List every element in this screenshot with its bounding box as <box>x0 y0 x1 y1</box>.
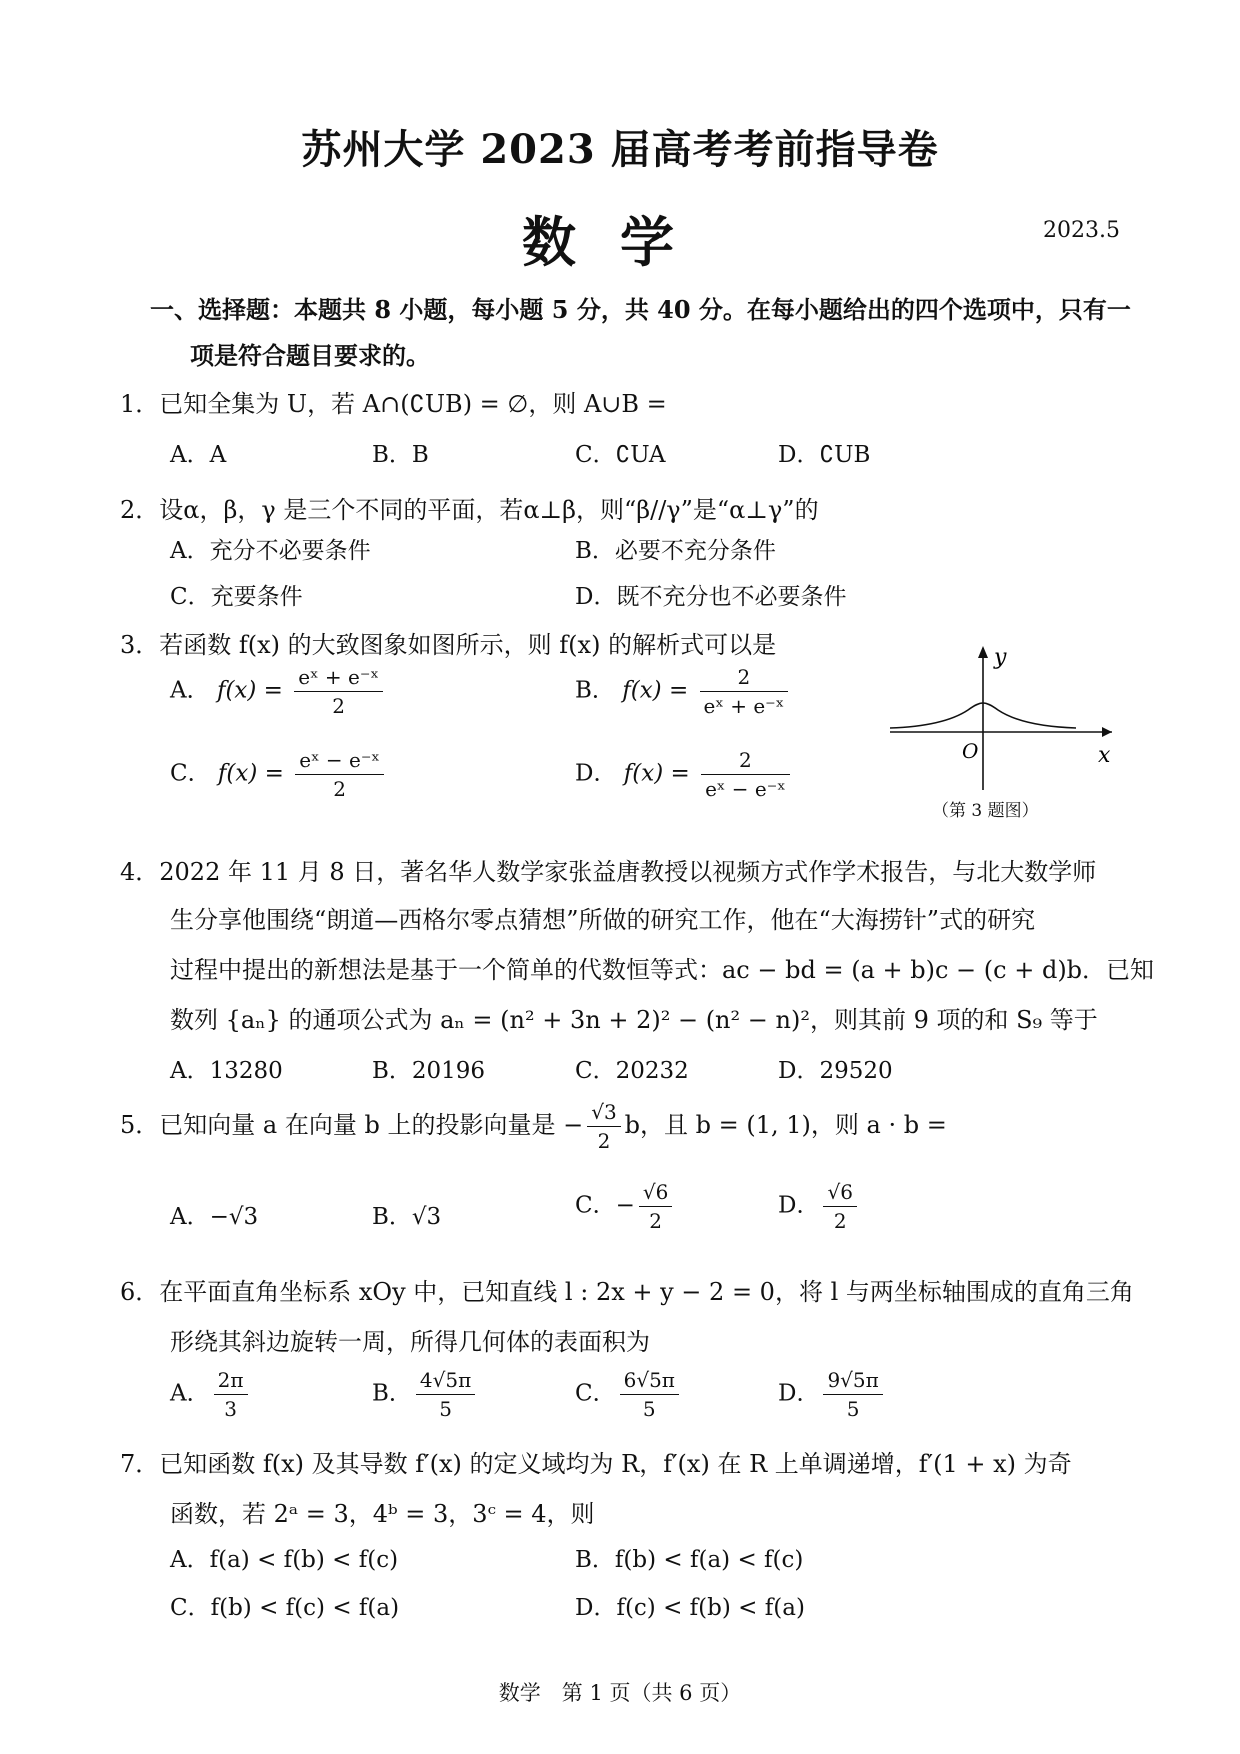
q6-option-a <box>170 1368 252 1421</box>
q6-c-fraction <box>620 1368 679 1421</box>
q6-c-label: C． <box>575 1380 616 1407</box>
q2-option-a: A．充分不必要条件 <box>170 538 371 564</box>
q3-d-fraction <box>701 748 790 801</box>
q3-c-denominator: 2 <box>333 777 346 801</box>
q1-option-a: A．A <box>170 442 227 468</box>
q3-option-d <box>575 748 794 801</box>
q6-a-numerator: 2π <box>214 1368 248 1395</box>
q7-option-a: A．f(a) < f(b) < f(c) <box>170 1547 399 1573</box>
q7-option-b: B．f(b) < f(a) < f(c) <box>575 1547 804 1573</box>
question-7-line-1: 7．已知函数 f(x) 及其导数 f′(x) 的定义域均为 R，f′(x) 在 R 上单调递增，f′(1 + x) 为奇 <box>120 1450 1072 1478</box>
question-5-stem <box>120 1100 947 1153</box>
q6-b-fraction <box>416 1368 475 1421</box>
q3-option-b <box>575 665 792 718</box>
question-4-line-2: 生分享他围绕“朗道—西格尔零点猜想”所做的研究工作，他在“大海捞针”式的研究 <box>170 906 1036 934</box>
q3-c-fraction <box>295 748 384 801</box>
q6-d-label: D． <box>778 1380 820 1407</box>
q6-d-fraction <box>823 1368 882 1421</box>
q3-a-lhs: f(x) = <box>216 677 283 704</box>
q6-b-label: B． <box>372 1380 412 1407</box>
section-heading: 一、选择题：本题共 8 小题，每小题 5 分，共 40 分。在每小题给出的四个选项中，只有一 <box>150 295 1131 324</box>
question-6-line-1: 6．在平面直角坐标系 xOy 中，已知直线 l : 2x + y − 2 = 0，将 l 与两坐标轴围成的直角三角 <box>120 1278 1134 1306</box>
question-4-line-4: 数列 {aₙ} 的通项公式为 aₙ = (n² + 3n + 2)² − (n² − n)²，则其前 9 项的和 S₉ 等于 <box>170 1006 1098 1034</box>
q3-b-label: B． <box>575 677 615 704</box>
q6-b-denominator: 5 <box>439 1397 452 1421</box>
x-axis-arrow <box>1102 727 1112 737</box>
q5-c-fraction <box>639 1180 672 1233</box>
q5-stem-pre: 5．已知向量 a 在向量 b 上的投影向量是 − <box>120 1111 584 1139</box>
q5-d-numerator: √6 <box>823 1180 856 1207</box>
q3-d-numerator: 2 <box>701 748 790 775</box>
q5-c-numerator: √6 <box>639 1180 672 1207</box>
q3-b-denominator: eˣ + e⁻ˣ <box>703 694 785 718</box>
q3-a-denominator: 2 <box>332 694 345 718</box>
q5-c-denominator: 2 <box>649 1209 662 1233</box>
q2-option-b: B．必要不充分条件 <box>575 538 776 564</box>
q3-d-denominator: eˣ − e⁻ˣ <box>705 777 786 801</box>
exam-date: 2023.5 <box>1043 218 1120 243</box>
q6-option-c <box>575 1368 683 1421</box>
question-4-line-1: 4．2022 年 11 月 8 日，著名华人数学家张益唐教授以视频方式作学术报告，与北大数学师 <box>120 858 1097 886</box>
q3-b-numerator: 2 <box>700 665 789 692</box>
q5-option-d <box>778 1180 861 1233</box>
subject-title: 数学 <box>522 210 718 274</box>
question-6-line-2: 形绕其斜边旋转一周，所得几何体的表面积为 <box>170 1328 650 1356</box>
q3-c-numerator: eˣ − e⁻ˣ <box>295 748 384 775</box>
q4-option-b: B．20196 <box>372 1058 486 1084</box>
q5-c-label: C．− <box>575 1192 635 1219</box>
q6-a-fraction <box>214 1368 248 1421</box>
q1-option-c: C．∁UA <box>575 442 666 468</box>
q5-numerator: √3 <box>587 1100 620 1127</box>
y-axis-arrow <box>978 646 988 658</box>
q5-option-a: A．−√3 <box>170 1204 259 1230</box>
q2-option-d: D．既不充分也不必要条件 <box>575 584 847 610</box>
q5-d-fraction <box>823 1180 856 1233</box>
q6-b-numerator: 4√5π <box>416 1368 475 1395</box>
q3-function-graph <box>880 640 1120 800</box>
q3-d-label: D． <box>575 760 617 787</box>
q6-option-b <box>372 1368 479 1421</box>
q5-fraction <box>587 1100 620 1153</box>
q5-d-denominator: 2 <box>833 1209 847 1233</box>
x-axis-label: x <box>1098 743 1111 768</box>
question-1-stem: 1．已知全集为 U，若 A∩(∁UB) = ∅，则 A∪B = <box>120 390 667 418</box>
question-2-stem: 2．设α，β，γ 是三个不同的平面，若α⊥β，则“β//γ”是“α⊥γ”的 <box>120 496 819 524</box>
q6-c-numerator: 6√5π <box>620 1368 679 1395</box>
section-heading-cont: 项是符合题目要求的。 <box>190 341 430 370</box>
q7-option-c: C．f(b) < f(c) < f(a) <box>170 1595 400 1621</box>
question-7-line-2: 函数，若 2ᵃ = 3，4ᵇ = 3，3ᶜ = 4，则 <box>170 1500 595 1528</box>
q5-stem-post: b，且 b = (1, 1)，则 a · b = <box>624 1111 947 1139</box>
origin-label: O <box>962 739 979 763</box>
q4-option-d: D．29520 <box>778 1058 893 1084</box>
question-4-line-3: 过程中提出的新想法是基于一个简单的代数恒等式：ac − bd = (a + b)c − (c + d)b．已知 <box>170 956 1155 984</box>
q3-b-fraction <box>700 665 789 718</box>
q3-option-c <box>170 748 388 801</box>
q2-option-c: C．充要条件 <box>170 584 303 610</box>
question-3-stem: 3．若函数 f(x) 的大致图象如图所示，则 f(x) 的解析式可以是 <box>120 631 777 659</box>
y-axis-label: y <box>994 645 1007 670</box>
q4-option-c: C．20232 <box>575 1058 689 1084</box>
q5-option-b: B．√3 <box>372 1204 442 1230</box>
q6-a-label: A． <box>170 1380 210 1407</box>
q1-option-b: B．B <box>372 442 429 468</box>
q6-d-numerator: 9√5π <box>823 1368 882 1395</box>
q3-b-lhs: f(x) = <box>622 677 689 704</box>
q3-c-label: C． <box>170 760 211 787</box>
q6-c-denominator: 5 <box>642 1397 656 1421</box>
exam-title: 苏州大学 2023 届高考考前指导卷 <box>301 126 939 173</box>
q3-d-lhs: f(x) = <box>623 760 690 787</box>
q5-d-label: D． <box>778 1192 820 1219</box>
q3-a-label: A． <box>170 677 210 704</box>
q3-option-a <box>170 665 387 718</box>
q5-option-c <box>575 1180 676 1233</box>
q3-figure-caption: （第 3 题图） <box>932 801 1039 821</box>
q5-denominator: 2 <box>597 1129 611 1153</box>
page-footer: 数学 第 1 页（共 6 页） <box>498 1681 742 1705</box>
q7-option-d: D．f(c) < f(b) < f(a) <box>575 1595 805 1621</box>
q4-option-a: A．13280 <box>170 1058 283 1084</box>
q3-a-numerator: eˣ + e⁻ˣ <box>294 665 383 692</box>
q6-option-d <box>778 1368 887 1421</box>
q3-a-fraction <box>294 665 383 718</box>
q6-a-denominator: 3 <box>224 1397 237 1421</box>
q6-d-denominator: 5 <box>846 1397 860 1421</box>
q3-c-lhs: f(x) = <box>217 760 284 787</box>
q1-option-d: D．∁UB <box>778 442 871 468</box>
